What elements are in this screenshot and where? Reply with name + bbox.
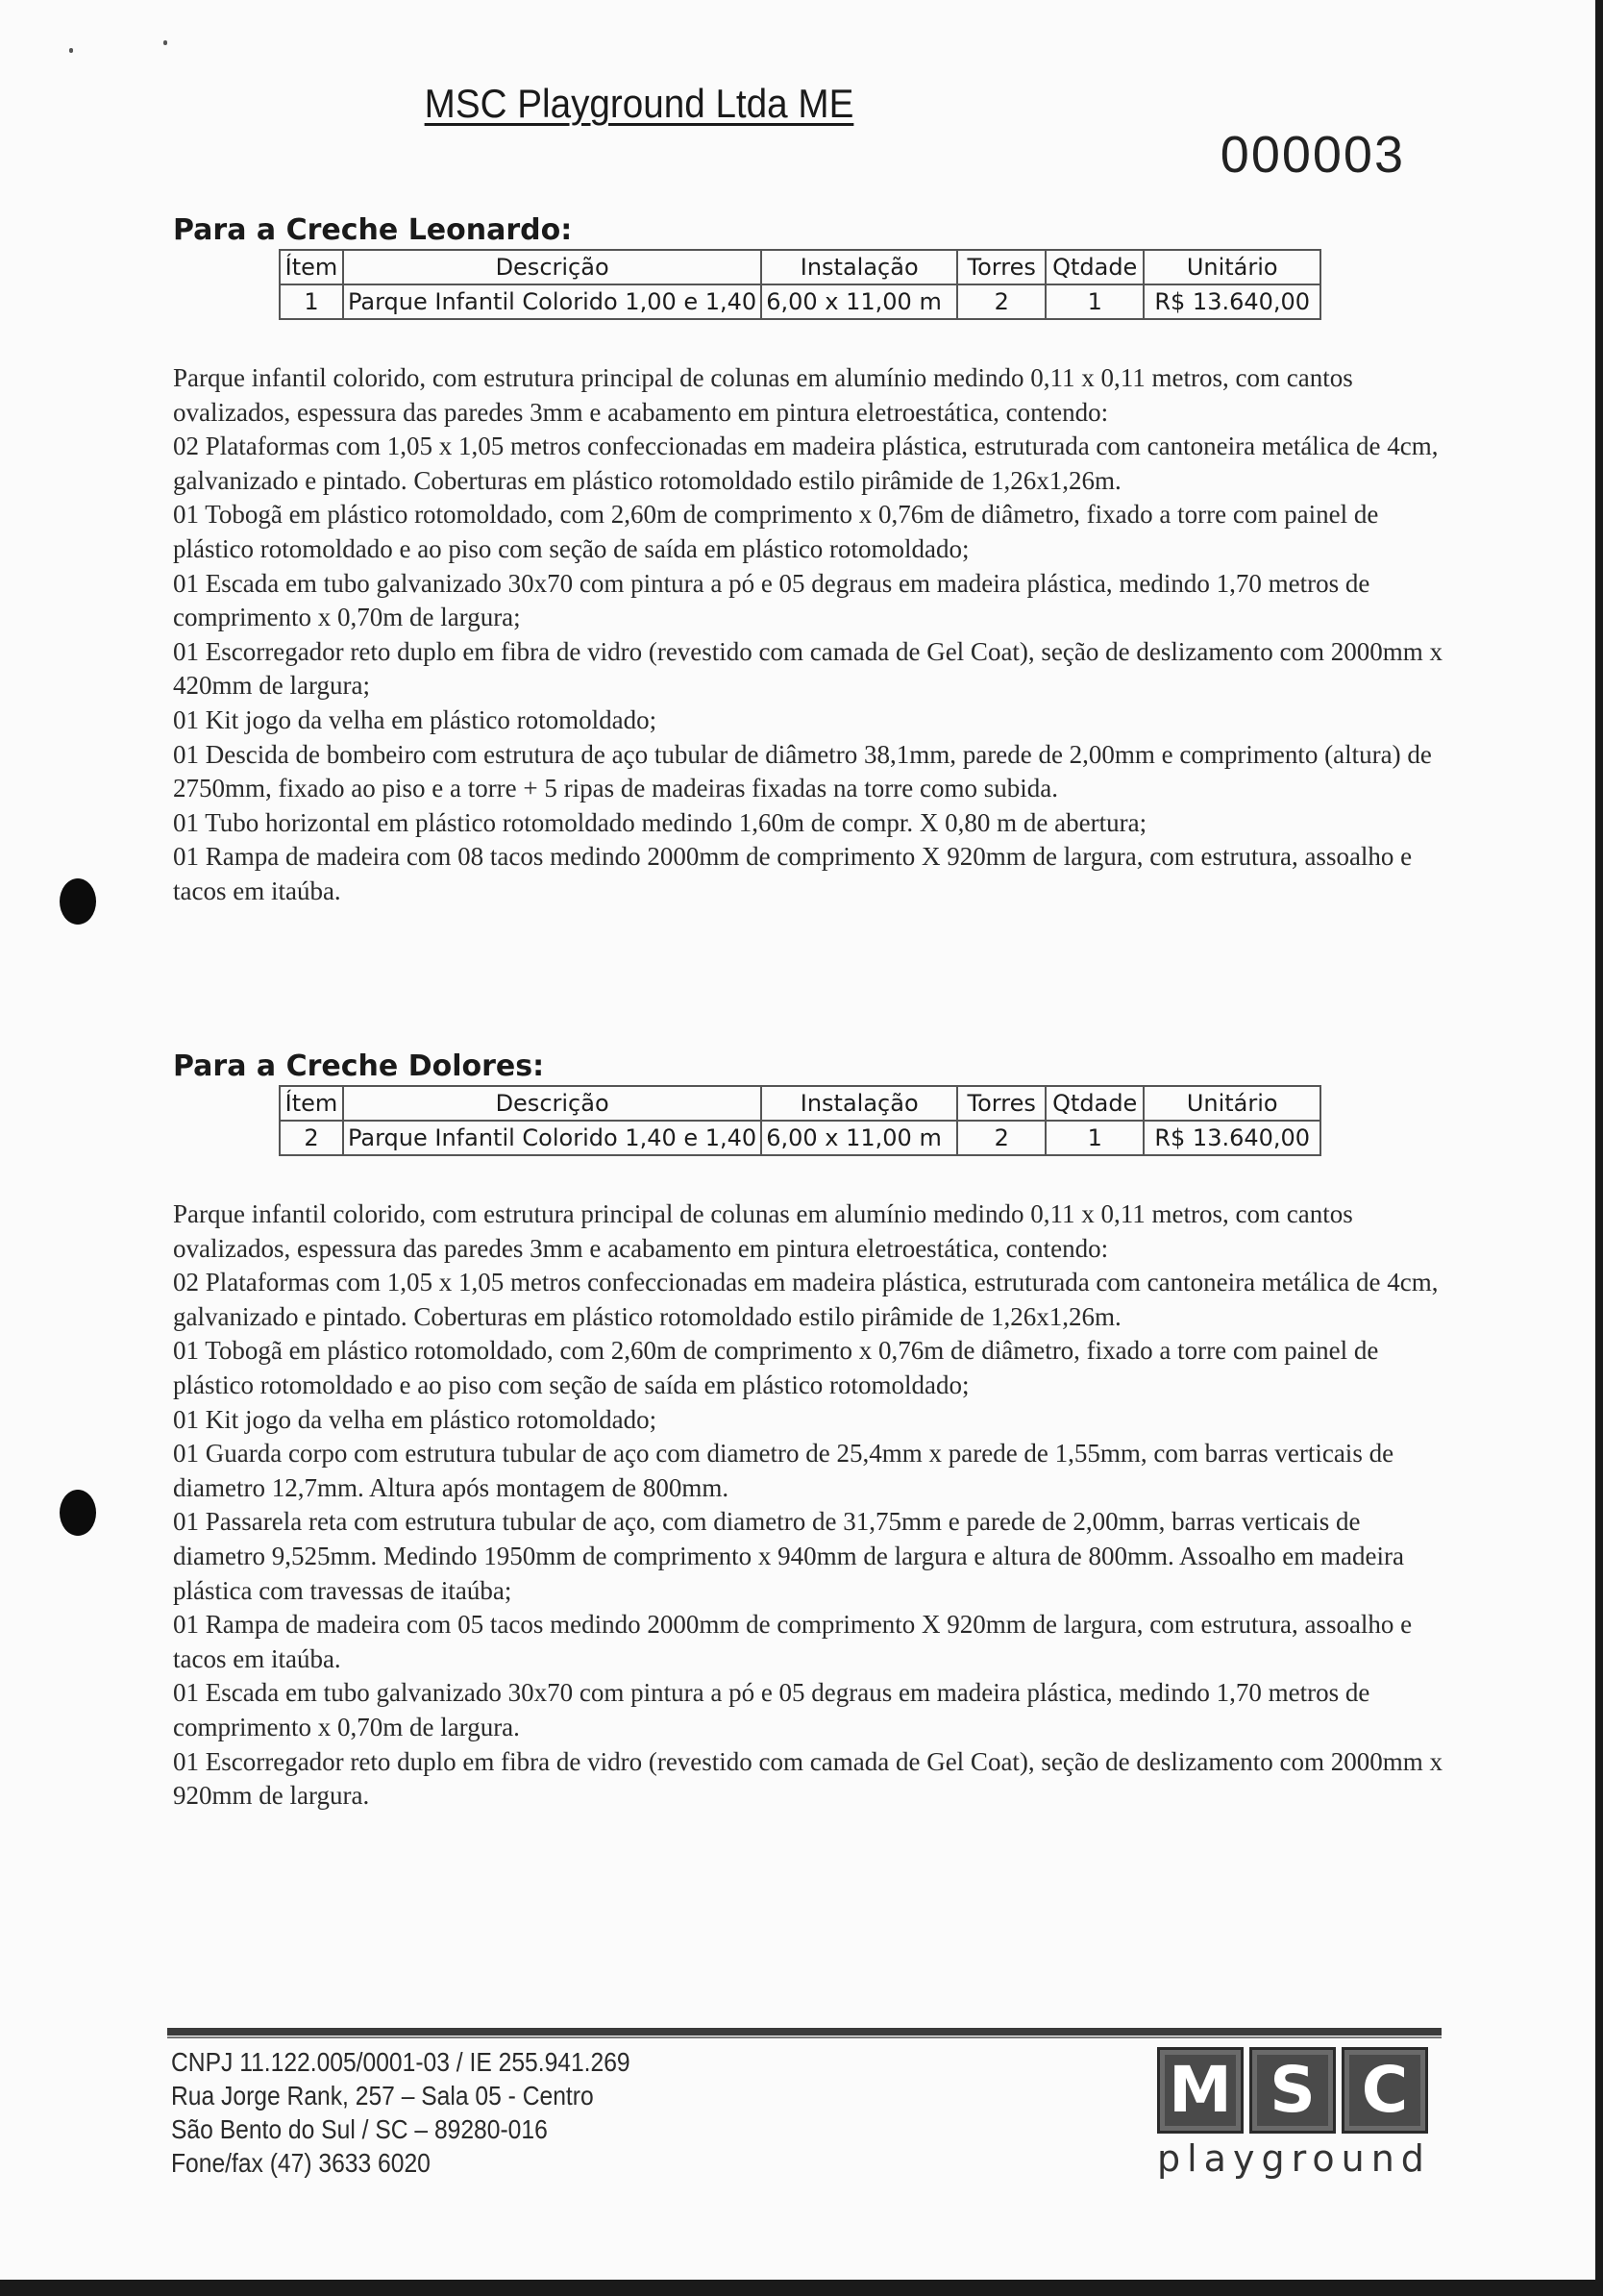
section-description (173, 1197, 1446, 1814)
company-title: MSC Playground Ltda ME (424, 81, 854, 126)
table-row (280, 1121, 1320, 1155)
description-paragraph: Parque infantil colorido, com estrutura principal de colunas em alumínio medindo 0,11 x 0,11 metros, com cantos ovalizados, espessura das paredes 3mm e acabamento em pintura eletroestática, contendo: (173, 1199, 1353, 1263)
items-table (279, 1085, 1321, 1156)
table-header-row (280, 1086, 1320, 1121)
footer-address (171, 2045, 630, 2180)
cell-item: 1 (280, 284, 343, 319)
col-header-qtdade: Qtdade (1046, 1086, 1144, 1121)
footer-line-cnpj: CNPJ 11.122.005/0001-03 / IE 255.941.269 (171, 2047, 630, 2077)
description-paragraph: 01 Escorregador reto duplo em fibra de vidro (revestido com camada de Gel Coat), seção de deslizamento com 2000mm x 920mm de largura. (173, 1746, 1443, 1811)
col-header-instalacao: Instalação (761, 250, 957, 284)
cell-instalacao: 6,00 x 11,00 m (761, 1121, 957, 1155)
section-title: Para a Creche Dolores: (173, 1049, 545, 1083)
cell-descricao: Parque Infantil Colorido 1,40 e 1,40 (343, 1121, 761, 1155)
logo-letter-row (1157, 2047, 1445, 2134)
cell-qtdade: 1 (1046, 284, 1144, 319)
cell-qtdade: 1 (1046, 1121, 1144, 1155)
logo-wordmark: playground (1157, 2137, 1431, 2180)
col-header-unitario: Unitário (1144, 1086, 1320, 1121)
col-header-qtdade: Qtdade (1046, 250, 1144, 284)
section-description (173, 361, 1446, 909)
description-paragraph: 01 Escorregador reto duplo em fibra de vidro (revestido com camada de Gel Coat), seção de deslizamento com 2000mm x 420mm de largura; (173, 636, 1443, 701)
description-paragraph: 01 Passarela reta com estrutura tubular de aço, com diametro de 31,75mm e parede de 2,00mm, barras verticais de diametro 9,525mm. Medindo 1950mm de comprimento x 940mm de largura e altura de 800mm. Assoalho em madeira plástica com travessas de itaúba; (173, 1507, 1404, 1605)
col-header-descricao: Descrição (343, 250, 761, 284)
description-paragraph: 01 Rampa de madeira com 08 tacos medindo 2000mm de comprimento X 920mm de largura, com estrutura, assoalho e tacos em itaúba. (173, 842, 1413, 905)
description-paragraph: 01 Tobogã em plástico rotomoldado, com 2,60m de comprimento x 0,76m de diâmetro, fixado a torre com painel de plástico rotomoldado e ao piso com seção de saída em plástico rotomoldado; (173, 500, 1379, 563)
section-title: Para a Creche Leonardo: (173, 213, 573, 247)
cell-item: 2 (280, 1121, 343, 1155)
table-row (280, 284, 1320, 319)
description-paragraph: 02 Plataformas com 1,05 x 1,05 metros confeccionadas em madeira plástica, estruturada com cantoneira metálica de 4cm, galvanizado e pintado. Coberturas em plástico rotomoldado estilo pirâmide de 1,26x1,26m. (173, 432, 1439, 495)
items-table (279, 249, 1321, 320)
msc-playground-logo (1157, 2047, 1445, 2180)
description-paragraph: 01 Escada em tubo galvanizado 30x70 com pintura a pó e 05 degraus em madeira plástica, medindo 1,70 metros de comprimento x 0,70m de largura; (173, 568, 1370, 632)
description-paragraph: 01 Tobogã em plástico rotomoldado, com 2,60m de comprimento x 0,76m de diâmetro, fixado a torre com painel de plástico rotomoldado e ao piso com seção de saída em plástico rotomoldado; (173, 1336, 1379, 1399)
footer-rule (167, 2037, 1442, 2038)
document-number: 000003 (1220, 126, 1405, 184)
punch-hole (60, 1490, 96, 1536)
description-paragraph: 01 Guarda corpo com estrutura tubular de aço com diametro de 25,4mm x parede de 1,55mm, com barras verticais de diametro 12,7mm. Altura após montagem de 800mm. (173, 1439, 1394, 1502)
col-header-instalacao: Instalação (761, 1086, 957, 1121)
cell-instalacao: 6,00 x 11,00 m (761, 284, 957, 319)
col-header-torres: Torres (957, 250, 1046, 284)
description-paragraph: 01 Rampa de madeira com 05 tacos medindo 2000mm de comprimento X 920mm de largura, com estrutura, assoalho e tacos em itaúba. (173, 1610, 1413, 1673)
logo-letter-box: C (1342, 2047, 1428, 2134)
description-paragraph: 02 Plataformas com 1,05 x 1,05 metros confeccionadas em madeira plástica, estruturada com cantoneira metálica de 4cm, galvanizado e pintado. Coberturas em plástico rotomoldado estilo pirâmide de 1,26x1,26m. (173, 1268, 1439, 1331)
description-paragraph: 01 Tubo horizontal em plástico rotomoldado medindo 1,60m de compr. X 0,80 m de abertura; (173, 807, 1147, 837)
footer-line-street: Rua Jorge Rank, 257 – Sala 05 - Centro (171, 2081, 594, 2111)
punch-hole (60, 878, 96, 925)
logo-letter-box: S (1249, 2047, 1336, 2134)
table-header-row (280, 250, 1320, 284)
description-paragraph: Parque infantil colorido, com estrutura principal de colunas em alumínio medindo 0,11 x 0,11 metros, com cantos ovalizados, espessura das paredes 3mm e acabamento em pintura eletroestática, contendo: (173, 363, 1353, 427)
scan-speck (69, 48, 73, 53)
col-header-torres: Torres (957, 1086, 1046, 1121)
col-header-unitario: Unitário (1144, 250, 1320, 284)
scan-speck (163, 40, 167, 45)
description-paragraph: 01 Escada em tubo galvanizado 30x70 com pintura a pó e 05 degraus em madeira plástica, medindo 1,70 metros de comprimento x 0,70m de largura. (173, 1678, 1370, 1741)
cell-torres: 2 (957, 284, 1046, 319)
col-header-descricao: Descrição (343, 1086, 761, 1121)
cell-unitario: R$ 13.640,00 (1144, 284, 1320, 319)
col-header-item: Ítem (280, 1086, 343, 1121)
footer-line-city: São Bento do Sul / SC – 89280-016 (171, 2114, 548, 2144)
cell-unitario: R$ 13.640,00 (1144, 1121, 1320, 1155)
cell-descricao: Parque Infantil Colorido 1,00 e 1,40 (343, 284, 761, 319)
footer-rule (167, 2028, 1442, 2036)
cell-torres: 2 (957, 1121, 1046, 1155)
col-header-item: Ítem (280, 250, 343, 284)
description-paragraph: 01 Descida de bombeiro com estrutura de aço tubular de diâmetro 38,1mm, parede de 2,00mm e comprimento (altura) de 2750mm, fixado ao piso e a torre + 5 ripas de madeiras fixadas na torre como subida. (173, 739, 1432, 803)
footer-line-phone: Fone/fax (47) 3633 6020 (171, 2148, 431, 2178)
description-paragraph: 01 Kit jogo da velha em plástico rotomoldado; (173, 704, 657, 734)
description-paragraph: 01 Kit jogo da velha em plástico rotomoldado; (173, 1404, 657, 1434)
logo-letter-box: M (1157, 2047, 1244, 2134)
